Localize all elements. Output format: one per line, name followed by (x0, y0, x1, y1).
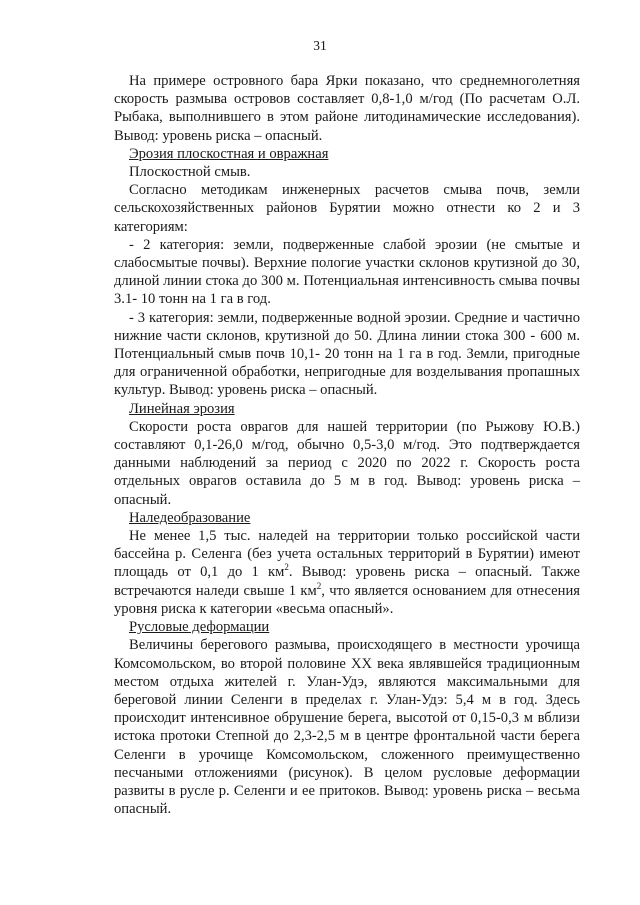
paragraph-methods: Согласно методикам инженерных расчетов смыва почв, земли сельскохозяйственных районов Бурятии можно отнести ко 2 и 3 категориям: (114, 182, 580, 235)
heading-channel-deformations (114, 618, 580, 636)
superscript-square-1: 2 (284, 562, 289, 573)
paragraph-category-3: - 3 категория: земли, подверженные водной эрозии. Средние и частично нижние части склонов, крутизной до 50. Длина линии стока 300 - 600 м. Потенциальный смыв почв 10,1- 20 тонн на 1 га в год. Земли, пригодные для ограниченной обработки, непригодные для возделывания пропашных культур. Вывод: уровень риска – опасный. (114, 309, 580, 399)
paragraph-icing (114, 527, 580, 618)
paragraph-icing-part-2: . Вывод: уровень риска – опасный. Также встречаются наледи свыше 1 км (114, 564, 580, 599)
paragraph-islands: На примере островного бара Ярки показано, что среднемноголетняя скорость размыва островов составляет 0,8-1,0 м/год (По расчетам О.Л. Рыбака, выполнившего в этом районе литодинамические исследования). Вывод: уровень риска – опасный. (114, 73, 580, 144)
heading-linear-erosion-text: Линейная эрозия (129, 400, 235, 417)
page-content (114, 72, 580, 818)
heading-icing (114, 509, 580, 527)
heading-erosion (114, 145, 580, 163)
paragraph-bank-erosion: Величины берегового размыва, происходящего в местности урочища Комсомольском, во второй половине XX века являвшейся традиционным местом отдыха жителей г. Улан-Удэ, являются максимальными для береговой линии Селенги в пределах г. Улан-Удэ: 5,4 м в год. Здесь происходит интенсивное обрушение берега, высотой от 0,15-0,3 м вблизи истока протоки Степной до 2,3-2,5 м в центре фронтальной части берега Селенги в урочище Комсомольском, сложенного преимущественно песчаными отложениями (рисунок). В целом русловые деформации развиты в русле р. Селенги и ее притоков. Вывод: уровень риска – весьма опасный. (114, 637, 580, 818)
paragraph-sheet-wash: Плоскостной смыв. (129, 164, 251, 181)
paragraph-icing-part-1: Не менее 1,5 тыс. наледей на территории только российской части бассейна р. Селенга (без учета остальных территорий в Бурятии) имеют площадь от 0,1 до 1 км (114, 528, 580, 581)
paragraph-category-2: - 2 категория: земли, подверженные слабой эрозии (не смытые и слабосмытые почвы). Верхние пологие участки склонов крутизной до 30, длиной линии стока до 300 м. Потенциальная интенсивность смыва почвы 3.1- 10 тонн на 1 га в год. (114, 236, 580, 308)
heading-erosion-text: Эрозия плоскостная и овражная (129, 145, 329, 162)
paragraph-icing-part-3: , что является основанием для отнесения уровня риска к категории «весьма опасный». (114, 582, 580, 617)
heading-linear-erosion (114, 400, 580, 418)
superscript-square-2: 2 (316, 580, 322, 591)
page-number: 31 (313, 38, 327, 53)
paragraph-ravines: Скорости роста оврагов для нашей территории (по Рыжову Ю.В.) составляют 0,1-26,0 м/год, обычно 0,5-3,0 м/год. Это подтверждается данными наблюдений за период с 2020 по 2022 г. Скорость роста отдельных оврагов оставила до 5 м в год. Вывод: уровень риска – опасный. (114, 418, 580, 508)
heading-channel-deformations-text: Русловые деформации (129, 619, 270, 636)
heading-icing-text: Наледеобразование (129, 509, 251, 526)
